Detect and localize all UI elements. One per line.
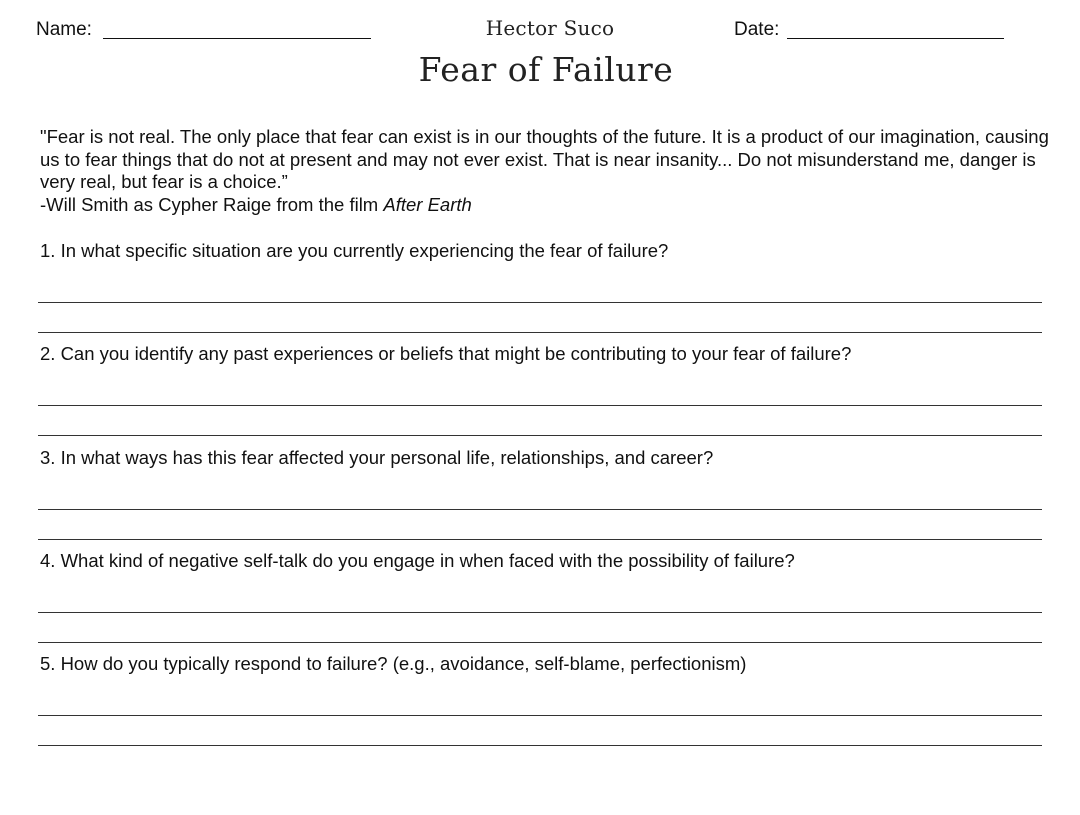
date-field-line[interactable]: [787, 38, 1004, 39]
question-4: 4. What kind of negative self-talk do you engage in when faced with the possibility of failure?: [40, 550, 795, 571]
answer-line-2b[interactable]: [38, 435, 1042, 436]
answer-line-5b[interactable]: [38, 745, 1042, 746]
quote-block: [40, 126, 1055, 216]
question-1: 1. In what specific situation are you currently experiencing the fear of failure?: [40, 240, 669, 261]
question-3: 3. In what ways has this fear affected your personal life, relationships, and career?: [40, 447, 714, 468]
author-name: Hector Suco: [485, 16, 615, 40]
attribution-prefix: -Will Smith as Cypher Raige from the film: [40, 193, 379, 215]
name-label: Name:: [36, 19, 92, 40]
answer-line-4b[interactable]: [38, 642, 1042, 643]
film-title: After Earth: [383, 193, 472, 215]
answer-line-2a[interactable]: [38, 405, 1042, 406]
answer-line-3b[interactable]: [38, 539, 1042, 540]
quote-attribution: [40, 194, 1055, 217]
date-label: Date:: [734, 19, 780, 40]
quote-text: "Fear is not real. The only place that fear can exist is in our thoughts of the future. It is a product of our imagination, causing us to fear things that do not at present and may not ever exist. That is near insanity... Do not misunderstand me, danger is very real, but fear is a choice.”: [40, 126, 1049, 192]
question-2: 2. Can you identify any past experiences or beliefs that might be contributing to your fear of failure?: [40, 343, 852, 364]
answer-line-1a[interactable]: [38, 302, 1042, 303]
answer-line-5a[interactable]: [38, 715, 1042, 716]
answer-line-4a[interactable]: [38, 612, 1042, 613]
page-title: Fear of Failure: [418, 50, 674, 89]
answer-line-1b[interactable]: [38, 332, 1042, 333]
answer-line-3a[interactable]: [38, 509, 1042, 510]
question-5: 5. How do you typically respond to failure? (e.g., avoidance, self-blame, perfectionism): [40, 653, 747, 674]
